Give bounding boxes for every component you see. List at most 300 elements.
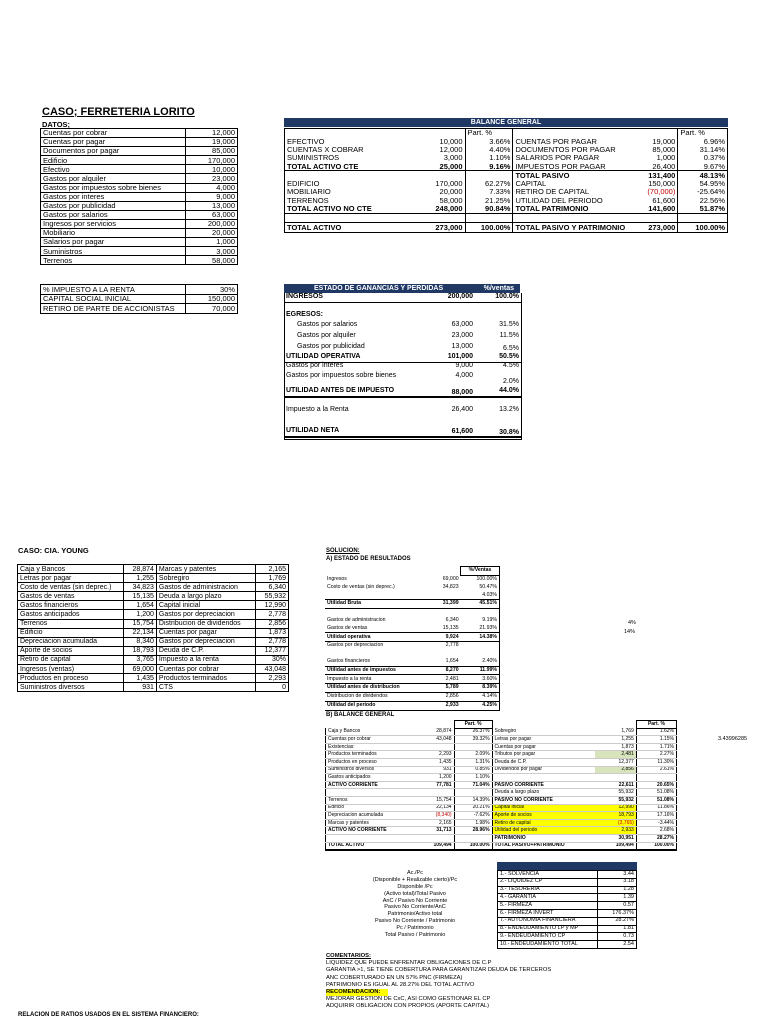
datos-value: 3,000 bbox=[186, 247, 238, 256]
datos-value: 20,000 bbox=[186, 229, 238, 238]
asset-pct: 9.16% bbox=[465, 162, 513, 171]
er2-row bbox=[325, 608, 500, 616]
estado1-row bbox=[285, 343, 521, 352]
bg2-asset-label bbox=[326, 834, 413, 842]
bg2-asset-value: 2,165 bbox=[412, 819, 454, 827]
estado1-row bbox=[285, 362, 521, 371]
bg2-row bbox=[326, 736, 677, 744]
asset-label: TOTAL ACTIVO bbox=[285, 223, 383, 232]
liability-value: 131,400 bbox=[648, 170, 676, 180]
estado1-label: Gastos por interes bbox=[286, 362, 344, 369]
er2-pct: 4.03% bbox=[461, 591, 500, 599]
bg2-asset-value: 77,781 bbox=[412, 781, 454, 789]
er2-pct: 9.19% bbox=[461, 617, 500, 625]
er2-pct: 14.38% bbox=[461, 633, 500, 642]
bg2-asset-label: Suministros diversos bbox=[326, 766, 413, 774]
young-value-a: 69,000 bbox=[123, 665, 156, 674]
bg2-part-header: Part. % bbox=[454, 721, 492, 729]
er2-value: 31,399 bbox=[423, 600, 461, 609]
asset-pct: 62.27% bbox=[465, 180, 513, 188]
asset-value bbox=[382, 171, 465, 180]
young-value-a: 1,435 bbox=[123, 674, 156, 683]
bg2-liability-pct: 17.16% bbox=[636, 812, 676, 820]
er2-row bbox=[325, 658, 500, 666]
estado1-pct: 13.2% bbox=[499, 406, 519, 413]
asset-pct: 21.25% bbox=[465, 196, 513, 204]
comments-block bbox=[326, 953, 626, 1011]
young-value-b: 1,769 bbox=[256, 574, 289, 583]
young-datos-table bbox=[17, 564, 289, 692]
ratio-row bbox=[498, 933, 637, 941]
young-value-b: 2,856 bbox=[256, 619, 289, 628]
estado1-header bbox=[284, 284, 520, 293]
ratio-formula: Pasivo No Corriente/AnC bbox=[384, 904, 446, 911]
datos-label: Suministros bbox=[41, 247, 186, 256]
estado1-pct: 44.0% bbox=[499, 387, 519, 394]
bg2-liability-pct: 1.15% bbox=[636, 736, 676, 744]
er2-row bbox=[325, 675, 500, 684]
er2-label: Gastos financieros bbox=[327, 658, 370, 665]
er2-row bbox=[325, 666, 500, 675]
balance1-row bbox=[285, 154, 728, 162]
er2-pct: 3.60% bbox=[461, 675, 500, 684]
bg2-liability-label: Tributos por pagar bbox=[492, 751, 595, 759]
young-value-b: 0 bbox=[256, 683, 289, 692]
young-row bbox=[18, 619, 289, 628]
asset-label: CUENTAS X COBRAR bbox=[287, 145, 364, 154]
ratio-name: 3.- TESORERIA bbox=[498, 886, 598, 894]
bg2-asset-value: 22,134 bbox=[412, 804, 454, 812]
liability-value: 150,000 bbox=[648, 179, 676, 189]
ratio-row bbox=[498, 909, 637, 917]
estado1-title: ESTADO DE GANANCIAS Y PERDIDAS bbox=[314, 285, 444, 292]
bg2-asset-value bbox=[412, 789, 454, 797]
datos-label: Gastos por salarios bbox=[41, 210, 186, 219]
bg2-row bbox=[326, 819, 677, 827]
bg2-asset-label: ACTIVO NO CORRIENTE bbox=[326, 827, 413, 835]
asset-label: TOTAL ACTIVO NO CTE bbox=[285, 205, 383, 214]
extra-value: 70,000 bbox=[186, 304, 238, 314]
young-row bbox=[18, 628, 289, 637]
estado1-value: 61,600 bbox=[451, 428, 473, 435]
er2-row bbox=[325, 617, 500, 625]
datos-value: 1,000 bbox=[186, 238, 238, 247]
bg2-row bbox=[326, 751, 677, 759]
ratio-value: 0.73 bbox=[598, 933, 637, 941]
ratio-value: 2.54 bbox=[598, 941, 637, 949]
asset-label bbox=[285, 213, 383, 222]
er2-label: Costo de ventas (sin deprec.) bbox=[327, 583, 395, 590]
er2-value: 2,933 bbox=[423, 701, 461, 710]
er2-label bbox=[325, 608, 423, 616]
bg2-row bbox=[326, 834, 677, 842]
er2-row bbox=[325, 633, 500, 642]
young-label-b: Gastos por depreciacion bbox=[156, 637, 255, 646]
datos-value: 4,000 bbox=[186, 183, 238, 192]
young-label-b: Cuentas por pagar bbox=[156, 628, 255, 637]
er2-pct: 2.40% bbox=[461, 658, 500, 666]
ratio-value: 176.37% bbox=[598, 909, 637, 917]
asset-pct: 4.40% bbox=[465, 146, 513, 154]
bg2-liability-pct: 28.27% bbox=[636, 834, 676, 842]
bg2-liability-label: Deuda a largo plazo bbox=[492, 789, 595, 797]
bg2-liability-value: 1,873 bbox=[595, 743, 637, 751]
estado1-uai bbox=[285, 387, 521, 398]
estado1-value: 9,000 bbox=[455, 362, 473, 369]
bg2-asset-pct: 20.21% bbox=[454, 804, 492, 812]
datos-row bbox=[41, 238, 238, 247]
bg2-asset-label: Edificio bbox=[326, 804, 413, 812]
bg2-asset-value: 31,713 bbox=[412, 827, 454, 835]
bg2-asset-value bbox=[412, 834, 454, 842]
bg2-asset-label: Existencias: bbox=[326, 743, 413, 751]
er2-value bbox=[423, 591, 461, 599]
asset-label: SUMINISTROS bbox=[287, 153, 340, 163]
asset-pct: 3.66% bbox=[465, 137, 513, 145]
er2-row bbox=[325, 625, 500, 633]
bg2-asset-value: 1,200 bbox=[412, 774, 454, 782]
bg2-liability-label: Deuda de C.P. bbox=[492, 758, 595, 766]
young-label-b: Gastos de administracion bbox=[156, 583, 255, 592]
young-label-b: Productos terminados bbox=[156, 674, 255, 683]
ratio-row bbox=[498, 902, 637, 910]
blank bbox=[382, 129, 465, 138]
bg2-liability-pct: 2.61% bbox=[636, 766, 676, 774]
er2-row bbox=[325, 701, 500, 710]
ratio-name: 4.- GARANTIA bbox=[498, 894, 598, 902]
bg2-liability-value: 2,481 bbox=[595, 751, 637, 759]
balance1-row bbox=[285, 162, 728, 171]
er2-label: Utilidad antes de distribucion bbox=[325, 684, 423, 693]
asset-pct bbox=[465, 213, 513, 222]
young-label-b: Marcas y patentes bbox=[156, 565, 255, 574]
bg2-liability-value: 109,494 bbox=[595, 842, 637, 850]
er2-value: 2,856 bbox=[445, 693, 459, 700]
ratio-value: 1.39 bbox=[598, 894, 637, 902]
ratio-formula: Pasivo No Corriente / Patrimonio bbox=[374, 918, 456, 925]
datos-value: 63,000 bbox=[186, 210, 238, 219]
young-value-a: 3,765 bbox=[123, 655, 156, 664]
estado1-row bbox=[285, 372, 521, 385]
liability-label: UTILIDAD DEL PERIODO bbox=[513, 196, 627, 204]
extra-label: % IMPUESTO A LA RENTA bbox=[41, 285, 186, 295]
ratio-row bbox=[498, 917, 637, 925]
young-label-a: Gastos financieros bbox=[18, 601, 124, 610]
young-value-a: 1,200 bbox=[123, 610, 156, 619]
er2-label: Utilidad antes de impuestos bbox=[325, 666, 423, 675]
side-pct-2: 14% bbox=[624, 629, 636, 635]
blank bbox=[423, 567, 461, 576]
bg2-liability-label: Dividendos por pagar bbox=[492, 766, 595, 774]
er2-label: Ingresos bbox=[327, 575, 347, 582]
datos-value: 23,000 bbox=[186, 174, 238, 183]
bg2-row bbox=[326, 743, 677, 751]
liability-label: TOTAL PATRIMONIO bbox=[513, 205, 627, 214]
bg2-liability-value: 22,611 bbox=[595, 781, 637, 789]
side-value: 3.43996285 bbox=[718, 736, 748, 742]
estado1-label: UTILIDAD NETA bbox=[286, 427, 340, 434]
blank bbox=[326, 721, 413, 729]
bg2-asset-label: Marcas y patentes bbox=[326, 819, 413, 827]
bg2-liability-label: Aporte de socios bbox=[492, 812, 595, 820]
young-label-b: Impuesto a la renta bbox=[156, 655, 255, 664]
er2-label: Impuesto a la renta bbox=[327, 675, 372, 682]
datos-label: Salarios por pagar bbox=[41, 238, 186, 247]
asset-value: 273,000 bbox=[382, 223, 465, 232]
datos-row bbox=[41, 156, 238, 165]
young-row bbox=[18, 610, 289, 619]
ratio-name: 9.- ENDEUDAMIENTO CP bbox=[498, 933, 598, 941]
comentario-line: ANC COBERTURADO EN UN 57% PNC (FIRMEZA) bbox=[326, 974, 463, 981]
bg2-asset-value: 931 bbox=[412, 766, 454, 774]
datos-label: Gastos por alquiler bbox=[41, 174, 186, 183]
balance1-header: BALANCE GENERAL bbox=[284, 118, 728, 127]
datos-label: Cuentas por pagar bbox=[41, 138, 186, 147]
bg2-asset-value: 1,435 bbox=[412, 758, 454, 766]
extra-value: 150,000 bbox=[186, 294, 238, 304]
recomendacion-list bbox=[326, 996, 626, 1010]
asset-pct: 1.10% bbox=[465, 154, 513, 162]
er2-pct: 4.14% bbox=[461, 692, 500, 701]
asset-value bbox=[382, 213, 465, 222]
bg2-liability-value: 12,377 bbox=[595, 758, 637, 766]
bg2-asset-value: 109,494 bbox=[412, 842, 454, 850]
young-row bbox=[18, 574, 289, 583]
bg2-part-header: Part. % bbox=[636, 721, 676, 729]
ratio-formula: AnC / Pasivo No Corriente bbox=[382, 897, 448, 904]
bg2-asset-value bbox=[412, 743, 454, 751]
young-value-a: 931 bbox=[123, 683, 156, 692]
blank bbox=[595, 721, 637, 729]
young-label-a: Depreciacion acumulada bbox=[18, 637, 124, 646]
bg2-asset-pct bbox=[454, 789, 492, 797]
asset-label: TERRENOS bbox=[287, 196, 329, 205]
datos-row bbox=[41, 210, 238, 219]
er2-row bbox=[325, 692, 500, 701]
bg2-head-row bbox=[326, 721, 677, 729]
datos-value: 13,000 bbox=[186, 201, 238, 210]
datos-row bbox=[41, 247, 238, 256]
recomendacion-line: MEJORAR GESTION DE CxC, ASI COMO GESTIONAR EL CP bbox=[326, 996, 491, 1003]
bg2-liability-pct: 2.68% bbox=[636, 827, 676, 835]
extra-value: 30% bbox=[186, 285, 238, 295]
recomendacion-line: ADQUIRIR OBLIGACION CON PROPIOS (APORTE CAPITAL) bbox=[326, 1003, 490, 1010]
extra-label: RETIRO DE PARTE DE ACCIONISTAS bbox=[41, 304, 186, 314]
young-row bbox=[18, 592, 289, 601]
liability-label: CUENTAS POR PAGAR bbox=[513, 137, 627, 145]
bg2-liability-label: Retiro de capital bbox=[492, 819, 595, 827]
datos-label: Terrenos bbox=[41, 256, 186, 265]
bg2-row bbox=[326, 789, 677, 797]
datos-label: Gastos por interes bbox=[41, 192, 186, 201]
liability-pct: 54.95% bbox=[678, 180, 728, 188]
side-pct-1: 4% bbox=[628, 620, 636, 626]
bg2-liability-value: 1,769 bbox=[595, 728, 637, 736]
er2-pct: 21.93% bbox=[461, 625, 500, 633]
balance1-row bbox=[285, 146, 728, 154]
bg2-asset-pct: 28.96% bbox=[454, 827, 492, 835]
estado1-pct: 11.5% bbox=[499, 332, 519, 339]
er2-pct: 45.51% bbox=[461, 600, 500, 609]
blank bbox=[513, 129, 627, 138]
er2-pct: 100.00% bbox=[461, 575, 500, 583]
young-label-a: Letras por pagar bbox=[18, 574, 124, 583]
er2-pct bbox=[461, 642, 500, 650]
ratio-value: 3.44 bbox=[598, 871, 637, 879]
young-label-a: Caja y Bancos bbox=[18, 565, 124, 574]
bg2-row bbox=[326, 804, 677, 812]
bg2-asset-pct: 14.39% bbox=[454, 796, 492, 804]
er2-value: 69,000 bbox=[442, 575, 459, 582]
balance1-row bbox=[285, 171, 728, 180]
young-row bbox=[18, 674, 289, 683]
er2-value: 2,481 bbox=[445, 675, 459, 682]
liability-value bbox=[627, 213, 677, 222]
estado1-value: 26,400 bbox=[451, 406, 473, 413]
bg2-asset-pct: 1.10% bbox=[454, 774, 492, 782]
bg2-asset-pct: 71.04% bbox=[454, 781, 492, 789]
bg2-liability-pct: 2.27% bbox=[636, 751, 676, 759]
young-label-b: Distribucion de dividendos bbox=[156, 619, 255, 628]
estado1-value: 13,000 bbox=[451, 343, 473, 350]
liability-value: (70,000) bbox=[647, 188, 676, 197]
ratio-name: 7.- AUTONOMIA FINANCIERA bbox=[498, 917, 598, 925]
liability-value: 26,400 bbox=[627, 162, 677, 171]
bg2-row bbox=[326, 827, 677, 835]
liability-label: IMPUESTOS POR PAGAR bbox=[513, 162, 627, 171]
ratio-value: 0.57 bbox=[598, 902, 637, 910]
bg2-asset-label: ACTIVO CORRIENTE bbox=[326, 781, 413, 789]
asset-value: 248,000 bbox=[382, 205, 465, 214]
bg2-asset-label: Productos en proceso bbox=[326, 758, 413, 766]
bg2-liability-value: 12,990 bbox=[595, 804, 637, 812]
bg2-asset-label: Terrenos bbox=[326, 796, 413, 804]
young-value-a: 15,754 bbox=[123, 619, 156, 628]
datos-value: 200,000 bbox=[186, 219, 238, 228]
ratio-formula: Pc / Patrimonio bbox=[396, 925, 434, 932]
young-value-a: 22,134 bbox=[123, 628, 156, 637]
young-label-a: Aporte de socios bbox=[18, 646, 124, 655]
ratio-formula: Disponible /Pc bbox=[397, 883, 433, 890]
young-label-a: Ingresos (ventas) bbox=[18, 665, 124, 674]
liability-label: DOCUMENTOS POR PAGAR bbox=[513, 146, 627, 154]
er2-pct bbox=[461, 608, 500, 616]
er2-value bbox=[423, 650, 461, 658]
estado1-ingresos bbox=[285, 293, 521, 303]
asset-value: 25,000 bbox=[382, 162, 465, 171]
estado1-label: Impuesto a la Renta bbox=[286, 406, 349, 413]
er2-row bbox=[325, 584, 500, 592]
young-value-b: 2,778 bbox=[256, 637, 289, 646]
ratio-table bbox=[497, 870, 637, 949]
er2-pct bbox=[461, 650, 500, 658]
balance1-row bbox=[285, 137, 728, 145]
bg2-asset-pct: 2.09% bbox=[454, 751, 492, 759]
bg2-asset-label bbox=[326, 789, 413, 797]
asset-pct: 7.33% bbox=[465, 188, 513, 196]
bg2-asset-pct: 26.37% bbox=[454, 728, 492, 736]
datos-row bbox=[41, 256, 238, 265]
comentarios-list bbox=[326, 960, 626, 989]
bg2-asset-pct: 1.98% bbox=[454, 819, 492, 827]
bg2-liability-value: 30,951 bbox=[595, 834, 637, 842]
datos-row bbox=[41, 138, 238, 147]
datos-label: Edificio bbox=[41, 156, 186, 165]
young-row bbox=[18, 637, 289, 646]
estado1-value: 88,000 bbox=[451, 389, 473, 396]
datos-label: Gastos por impuestos sobre bienes bbox=[41, 183, 186, 192]
liability-label: RETIRO DE CAPITAL bbox=[513, 188, 627, 196]
er2-head-row bbox=[325, 567, 500, 576]
datos-row bbox=[41, 129, 238, 138]
er2-row bbox=[325, 575, 500, 583]
asset-value: 58,000 bbox=[439, 196, 463, 205]
bg2-asset-label: Productos terminados bbox=[326, 751, 413, 759]
bg2-liability-label bbox=[492, 774, 595, 782]
estado1-label: EGRESOS: bbox=[286, 311, 323, 318]
datos-value: 9,000 bbox=[186, 192, 238, 201]
liability-value: 273,000 bbox=[627, 223, 677, 232]
estado1-pct: 100.0% bbox=[495, 293, 519, 300]
young-row bbox=[18, 655, 289, 664]
er2-value: 8,270 bbox=[423, 666, 461, 675]
bg2-asset-pct: 1.31% bbox=[454, 758, 492, 766]
er2-value bbox=[423, 608, 461, 616]
bg2-asset-pct: 39.32% bbox=[454, 736, 492, 744]
young-label-b: Deuda a largo plazo bbox=[156, 592, 255, 601]
comentario-line: GARANTIA >1, SE TIENE COBERTURA PARA GARANTIZAR DEUDA DE TERCEROS bbox=[326, 967, 552, 974]
young-row bbox=[18, 665, 289, 674]
asset-pct bbox=[465, 171, 513, 180]
liability-pct bbox=[678, 213, 728, 222]
estado1-row bbox=[285, 332, 521, 341]
datos-value: 85,000 bbox=[186, 147, 238, 156]
bg2-row bbox=[326, 796, 677, 804]
young-value-a: 34,823 bbox=[123, 583, 156, 592]
bg2-asset-pct bbox=[454, 834, 492, 842]
estado1-value: 200,000 bbox=[447, 293, 473, 300]
bg2-liability-label: PASIVO CORRIENTE bbox=[492, 781, 595, 789]
asset-label: TOTAL ACTIVO CTE bbox=[285, 162, 383, 171]
bg2-liability-pct: 100.00% bbox=[636, 842, 676, 850]
er2-title: A) ESTADO DE RESULTADOS bbox=[326, 556, 411, 562]
liability-pct: 48.13% bbox=[678, 171, 728, 180]
estado1-label: INGRESOS bbox=[286, 293, 323, 300]
bg2-liability-label: Letras por pagar bbox=[492, 736, 595, 744]
bg2-asset-value: (8,340) bbox=[412, 812, 454, 820]
bg2-liability-pct: 20.65% bbox=[636, 781, 676, 789]
ratio-formula: Patrimonio/Activo total bbox=[387, 911, 443, 918]
ratio-row bbox=[498, 925, 637, 933]
estado1-value: 4,000 bbox=[455, 372, 473, 379]
liability-label: TOTAL PASIVO bbox=[513, 171, 627, 180]
ratio-formula: (Disponible + Realizable cierto)/Pc bbox=[372, 876, 458, 883]
estado1-pct: 2.0% bbox=[503, 378, 519, 385]
young-row bbox=[18, 683, 289, 692]
asset-label: EDIFICIO bbox=[287, 179, 320, 189]
er2-label: Gastos de administracion bbox=[327, 617, 386, 624]
part-header: Part. % bbox=[678, 129, 728, 138]
ratio-name: 5.- FIRMEZA bbox=[498, 902, 598, 910]
liability-value: 1,000 bbox=[656, 153, 676, 163]
er2-pct: 11.99% bbox=[461, 666, 500, 675]
comentario-line: PATRIMONIO ES IGUAL AL 28.27% DEL TOTAL ACTIVO bbox=[326, 981, 475, 988]
bg2-liability-pct: 11.86% bbox=[636, 804, 676, 812]
balance1-row bbox=[285, 180, 728, 188]
bg2-asset-pct: 0.85% bbox=[454, 766, 492, 774]
bg2-liability-pct: 11.30% bbox=[636, 758, 676, 766]
datos-row bbox=[41, 219, 238, 228]
